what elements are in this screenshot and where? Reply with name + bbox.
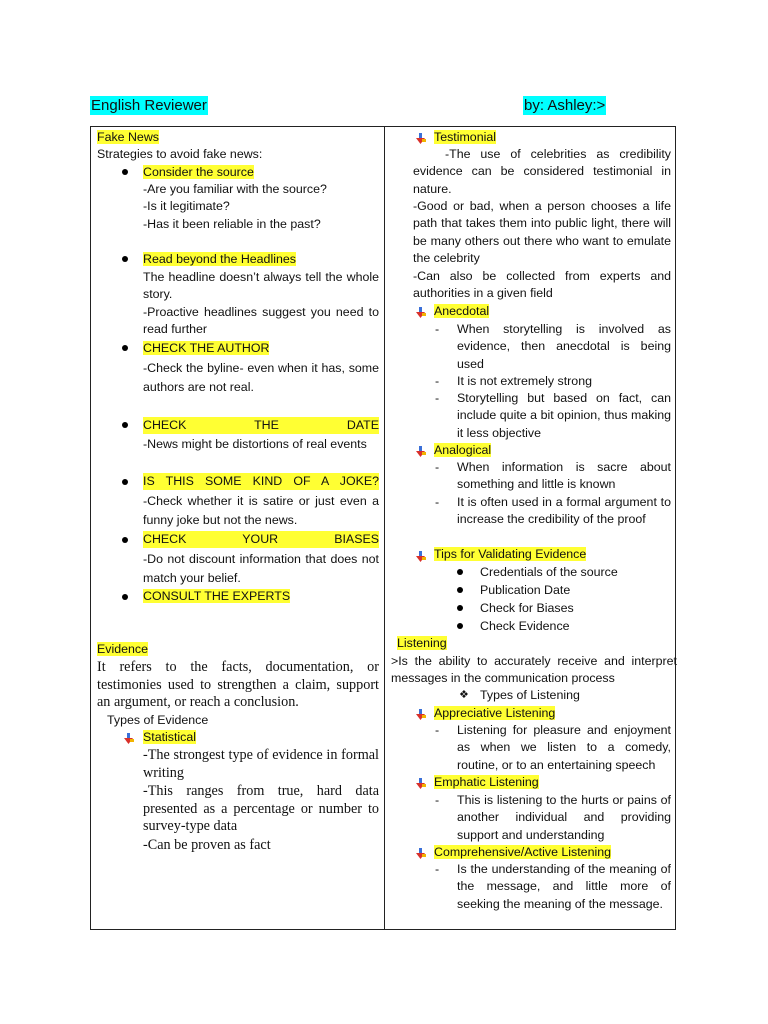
tips-point: Check for Biases [480, 601, 574, 615]
testimonial-line: -The use of celebrities as credibility evidence can be considered testimonial in nature. [413, 147, 671, 196]
appreciative-point: Listening for pleasure and enjoyment as when we listen to a comedy, routine, or to an entertaining speech [457, 723, 671, 772]
types-of-listening-label: Types of Listening [480, 688, 580, 702]
fake-news-intro: Strategies to avoid fake news: [97, 147, 263, 161]
strategy-biases: CHECK YOUR BIASES [143, 531, 379, 548]
arrow-bullet-icon [415, 307, 427, 319]
strategy-line: -Proactive headlines suggest you need to read further [143, 305, 379, 337]
bullet-icon [457, 623, 463, 629]
statistical-label: Statistical [143, 730, 197, 744]
listening-heading: Listening [397, 636, 447, 650]
tips-point: Credentials of the source [480, 565, 618, 579]
bullet-icon [122, 345, 128, 351]
document-title: English Reviewer [91, 97, 207, 114]
arrow-bullet-icon [123, 733, 135, 745]
reviewer-table [90, 126, 676, 930]
analogical-label: Analogical [434, 443, 492, 457]
strategy-check-author: CHECK THE AUTHOR [143, 341, 270, 355]
testimonial-line: -Good or bad, when a person chooses a life path that takes them into public light, there will be many others out there who want to emulate the celebrity [413, 199, 671, 266]
bullet-icon [122, 256, 128, 262]
strategy-line: The headline doesn’t always tell the whole story. [143, 270, 379, 302]
statistical-line: -Can be proven as fact [143, 837, 271, 853]
strategy-line: -Are you familiar with the source? [143, 182, 327, 196]
anecdotal-point: When storytelling is involved as evidence, then anecdotal is being used [457, 322, 671, 371]
bullet-icon [457, 569, 463, 575]
bullet-icon [122, 422, 128, 428]
strategy-line: -Check whether it is satire or just even a funny joke but not the news. [143, 494, 379, 527]
document-author: by: Ashley:> [524, 97, 606, 114]
bullet-icon [122, 537, 128, 543]
emphatic-label: Emphatic Listening [434, 775, 539, 789]
bullet-icon [122, 169, 128, 175]
strategy-consult-experts: CONSULT THE EXPERTS [143, 589, 291, 603]
evidence-definition: It refers to the facts, documentation, or testimonies used to strengthen a claim, support an argument, or reach a conclusion. [97, 659, 379, 711]
bullet-icon [122, 479, 128, 485]
testimonial-label: Testimonial [434, 130, 496, 144]
strategy-line: -Do not discount information that does not match your belief. [143, 552, 379, 585]
bullet-icon [122, 594, 128, 600]
dash-bullet: - [435, 723, 440, 737]
strategy-line: -Check the byline- even when it has, some authors are not real. [143, 361, 379, 394]
arrow-bullet-icon [415, 848, 427, 860]
anecdotal-point: Storytelling but based on fact, can include quite a bit opinion, thus making it less objective [457, 391, 671, 440]
dash-bullet: - [435, 495, 440, 509]
strategy-check-date: CHECK THE DATE [143, 417, 379, 434]
statistical-line: -The strongest type of evidence in formal writing [143, 747, 379, 781]
strategy-line: -News might be distortions of real events [143, 437, 367, 451]
analogical-point: When information is sacre about something and little is known [457, 460, 671, 492]
strategy-line: -Is it legitimate? [143, 199, 230, 213]
diamond-bullet-icon: ❖ [459, 689, 469, 701]
column-divider [384, 127, 385, 929]
emphatic-point: This is listening to the hurts or pains of another individual and providing support and understanding [457, 793, 671, 842]
comprehensive-point: Is the understanding of the meaning of the message, and little more of seeking the meaning of the message. [457, 862, 671, 911]
dash-bullet: - [435, 862, 440, 876]
arrow-bullet-icon [415, 709, 427, 721]
arrow-bullet-icon [415, 551, 427, 563]
bullet-icon [457, 587, 463, 593]
arrow-bullet-icon [415, 446, 427, 458]
strategy-consider-source: Consider the source [143, 165, 254, 179]
evidence-heading: Evidence [97, 642, 148, 656]
strategy-joke: IS THIS SOME KIND OF A JOKE? [143, 473, 379, 490]
tips-point: Check Evidence [480, 619, 570, 633]
comprehensive-label: Comprehensive/Active Listening [434, 845, 612, 859]
anecdotal-point: It is not extremely strong [457, 374, 592, 388]
dash-bullet: - [435, 460, 440, 474]
strategy-read-beyond: Read beyond the Headlines [143, 252, 296, 266]
listening-definition: >Is the ability to accurately receive and interpret messages in the communication process [391, 654, 677, 686]
types-of-evidence-label: Types of Evidence [107, 713, 209, 727]
fake-news-heading: Fake News [97, 130, 159, 144]
bullet-icon [457, 605, 463, 611]
testimonial-line: -Can also be collected from experts and authorities in a given field [413, 269, 671, 301]
tips-point: Publication Date [480, 583, 571, 597]
arrow-bullet-icon [415, 778, 427, 790]
dash-bullet: - [435, 391, 440, 405]
statistical-line: -This ranges from true, hard data presented as a percentage or number to survey-type data [143, 783, 379, 835]
dash-bullet: - [435, 793, 440, 807]
dash-bullet: - [435, 322, 440, 336]
anecdotal-label: Anecdotal [434, 304, 490, 318]
tips-label: Tips for Validating Evidence [434, 547, 587, 561]
dash-bullet: - [435, 374, 440, 388]
strategy-line: -Has it been reliable in the past? [143, 217, 321, 231]
appreciative-label: Appreciative Listening [434, 706, 556, 720]
arrow-bullet-icon [415, 133, 427, 145]
analogical-point: It is often used in a formal argument to increase the credibility of the proof [457, 495, 671, 527]
